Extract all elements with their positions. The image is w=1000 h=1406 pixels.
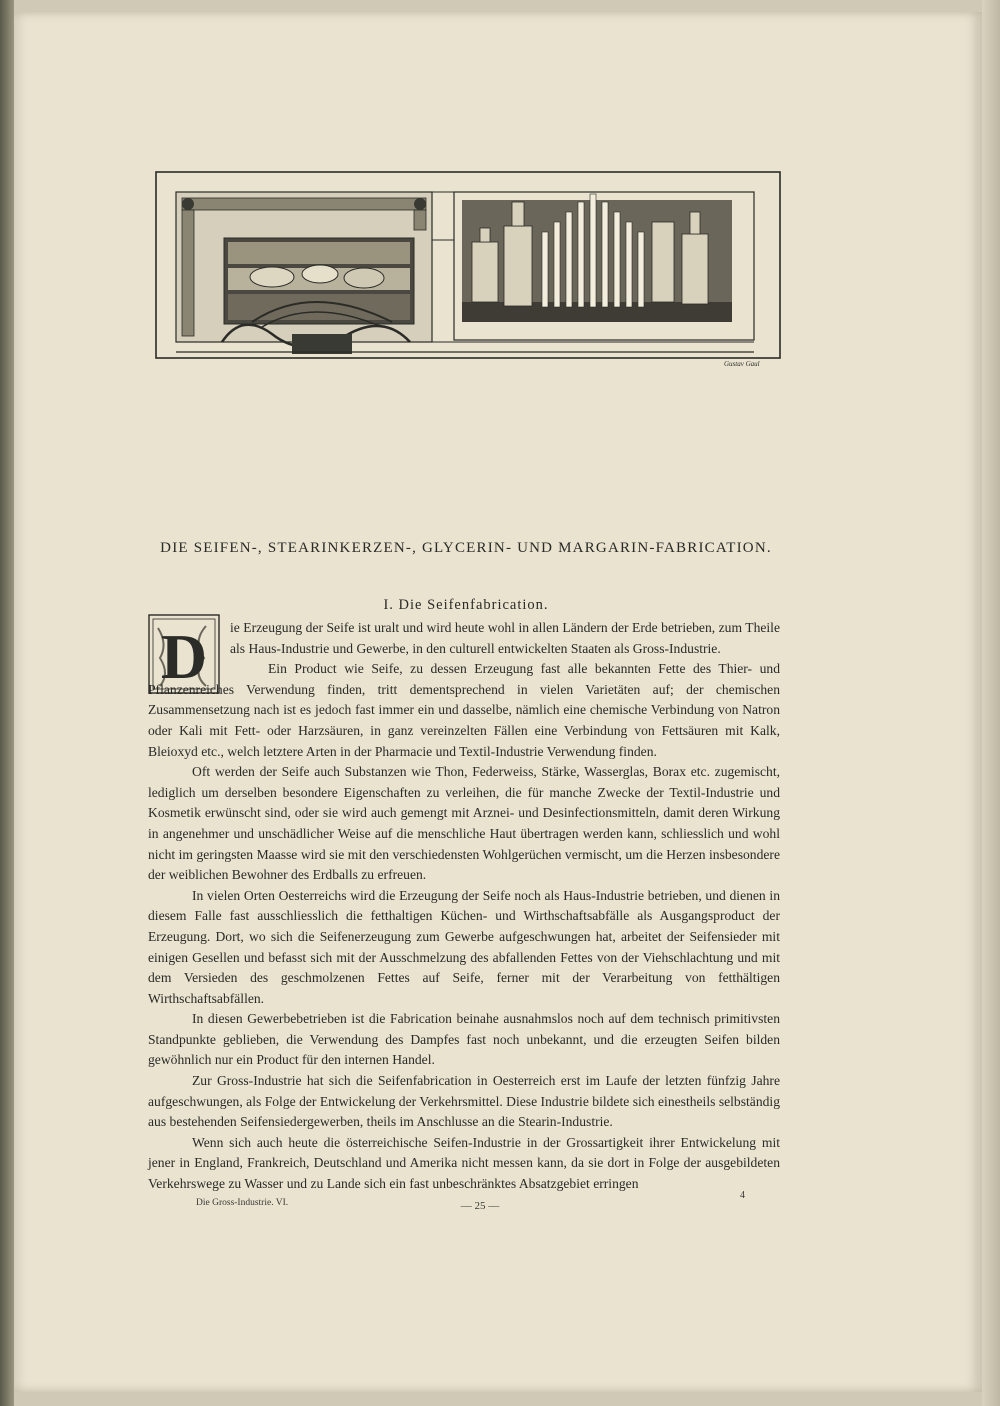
drop-cap-letter: D	[160, 621, 208, 692]
paragraph: In vielen Orten Oesterreichs wird die Erzeugung der Seife noch als Haus-Industrie betrieben, und dienen in diesem Falle fast ausschliesslich die fetthaltigen Küchen- und Wirthschaftsabfälle als Ausgangsproduct der Erzeugung. Dort, wo sich die Seifenerzeugung zum Gewerbe aufgeschwungen hat, arbeitet der Seifensieder mit einigen Gesellen und befasst sich mit der Ausschmelzung des abfallenden Fettes von der Viehschlachtung und mit dem Versieden des geschmolzenen Fettes auf Seife, ferner mit der Verarbeitung von fetthältigen Wirthschaftsabfällen.	[148, 887, 780, 1006]
body-text	[148, 618, 780, 1195]
paragraph: Wenn sich auch heute die österreichische Seifen-Industrie in der Grossartigkeit ihrer Entwickelung mit jener in England, Frankreich, Deutschland und Amerika nicht messen kann, da sie dort in Folge der ausgebildeten Verkehrswege zu Wasser und zu Lande sich ein fast unbeschränktes Absatzgebiet erringen	[148, 1134, 780, 1192]
signature-mark: 4	[740, 1190, 745, 1201]
left-ornament-panel	[176, 192, 432, 354]
header-illustration	[142, 162, 782, 372]
paragraph: In diesen Gewerbebetrieben ist die Fabrication beinahe ausnahmslos noch auf dem technisch primitivsten Standpunkte geblieben, die Verwendung des Dampfes fast noch unbekannt, und die erzeugten Seifen bilden gewöhnlich nur ein Product für den internen Handel.	[148, 1011, 780, 1068]
paragraph: Oft werden der Seife auch Substanzen wie Thon, Federweiss, Stärke, Wasserglas, Borax etc. zugemischt, lediglich um derselben besondere Eigenschaften zu verleihen, die für manche Zwecke der Textil-Industrie und Kosmetik erwünscht sind, oder sie wird auch gemengt mit Arznei- und Desinfectionsmitteln, damit deren Wirkung in angenehmer und unschädlicher Weise auf die menschliche Haut übertragen werden kann, schliesslich und wohl nicht im geringsten Maasse wird sie mit den verschiedensten Wohlgerüchen vermischt, um die Herzen insbesondere der weiblichen Bewohner des Erdballs zu erfreuen.	[148, 764, 780, 883]
page-number: — 25 —	[460, 1200, 500, 1212]
right-picture-panel	[454, 192, 754, 340]
artist-signature: Gustav Gaul	[724, 360, 760, 368]
paragraph: ie Erzeugung der Seife ist uralt und wird heute wohl in allen Ländern der Erde betrieben, zum Theile als Haus-Industrie und Gewerbe, in den culturell entwickelten Staaten als Gross-Industrie.	[230, 620, 780, 656]
paragraph: Zur Gross-Industrie hat sich die Seifenfabrication in Oesterreich erst im Laufe der letzten fünfzig Jahre aufgeschwungen, als Folge der Entwickelung der Verkehrsmittel. Diese Industrie bildete sich einestheils selbständig aus bestehenden Seifensiedergewerben, theils im Anschlusse an die Stearin-Industrie.	[148, 1073, 780, 1130]
page-edge	[982, 0, 1000, 1406]
book-spine	[0, 0, 14, 1406]
section-heading: I. Die Seifenfabrication.	[383, 597, 549, 613]
paragraph: Ein Product wie Seife, zu dessen Erzeugung fast alle bekannten Fette des Thier- und Pflanzenreiches Verwendung finden, tritt dementsprechend in vielen Varietäten auf; der chemischen Zusammensetzung nach ist es jedoch fast immer ein und dasselbe, nämlich eine chemische Verbindung von Natron oder Kali mit Fett- oder Harzsäuren, in ganz vereinzelten Fällen eine Verbindung von Fettsäuren mit Kalk, Bleioxyd etc., welch letztere Arten in der Pharmacie und Textil-Industrie Verwendung finden.	[148, 661, 780, 759]
chapter-title: DIE SEIFEN-, STEARINKERZEN-, GLYCERIN- UND MARGARIN-FABRICATION.	[160, 540, 772, 556]
footer-source: Die Gross-Industrie. VI.	[196, 1198, 289, 1208]
